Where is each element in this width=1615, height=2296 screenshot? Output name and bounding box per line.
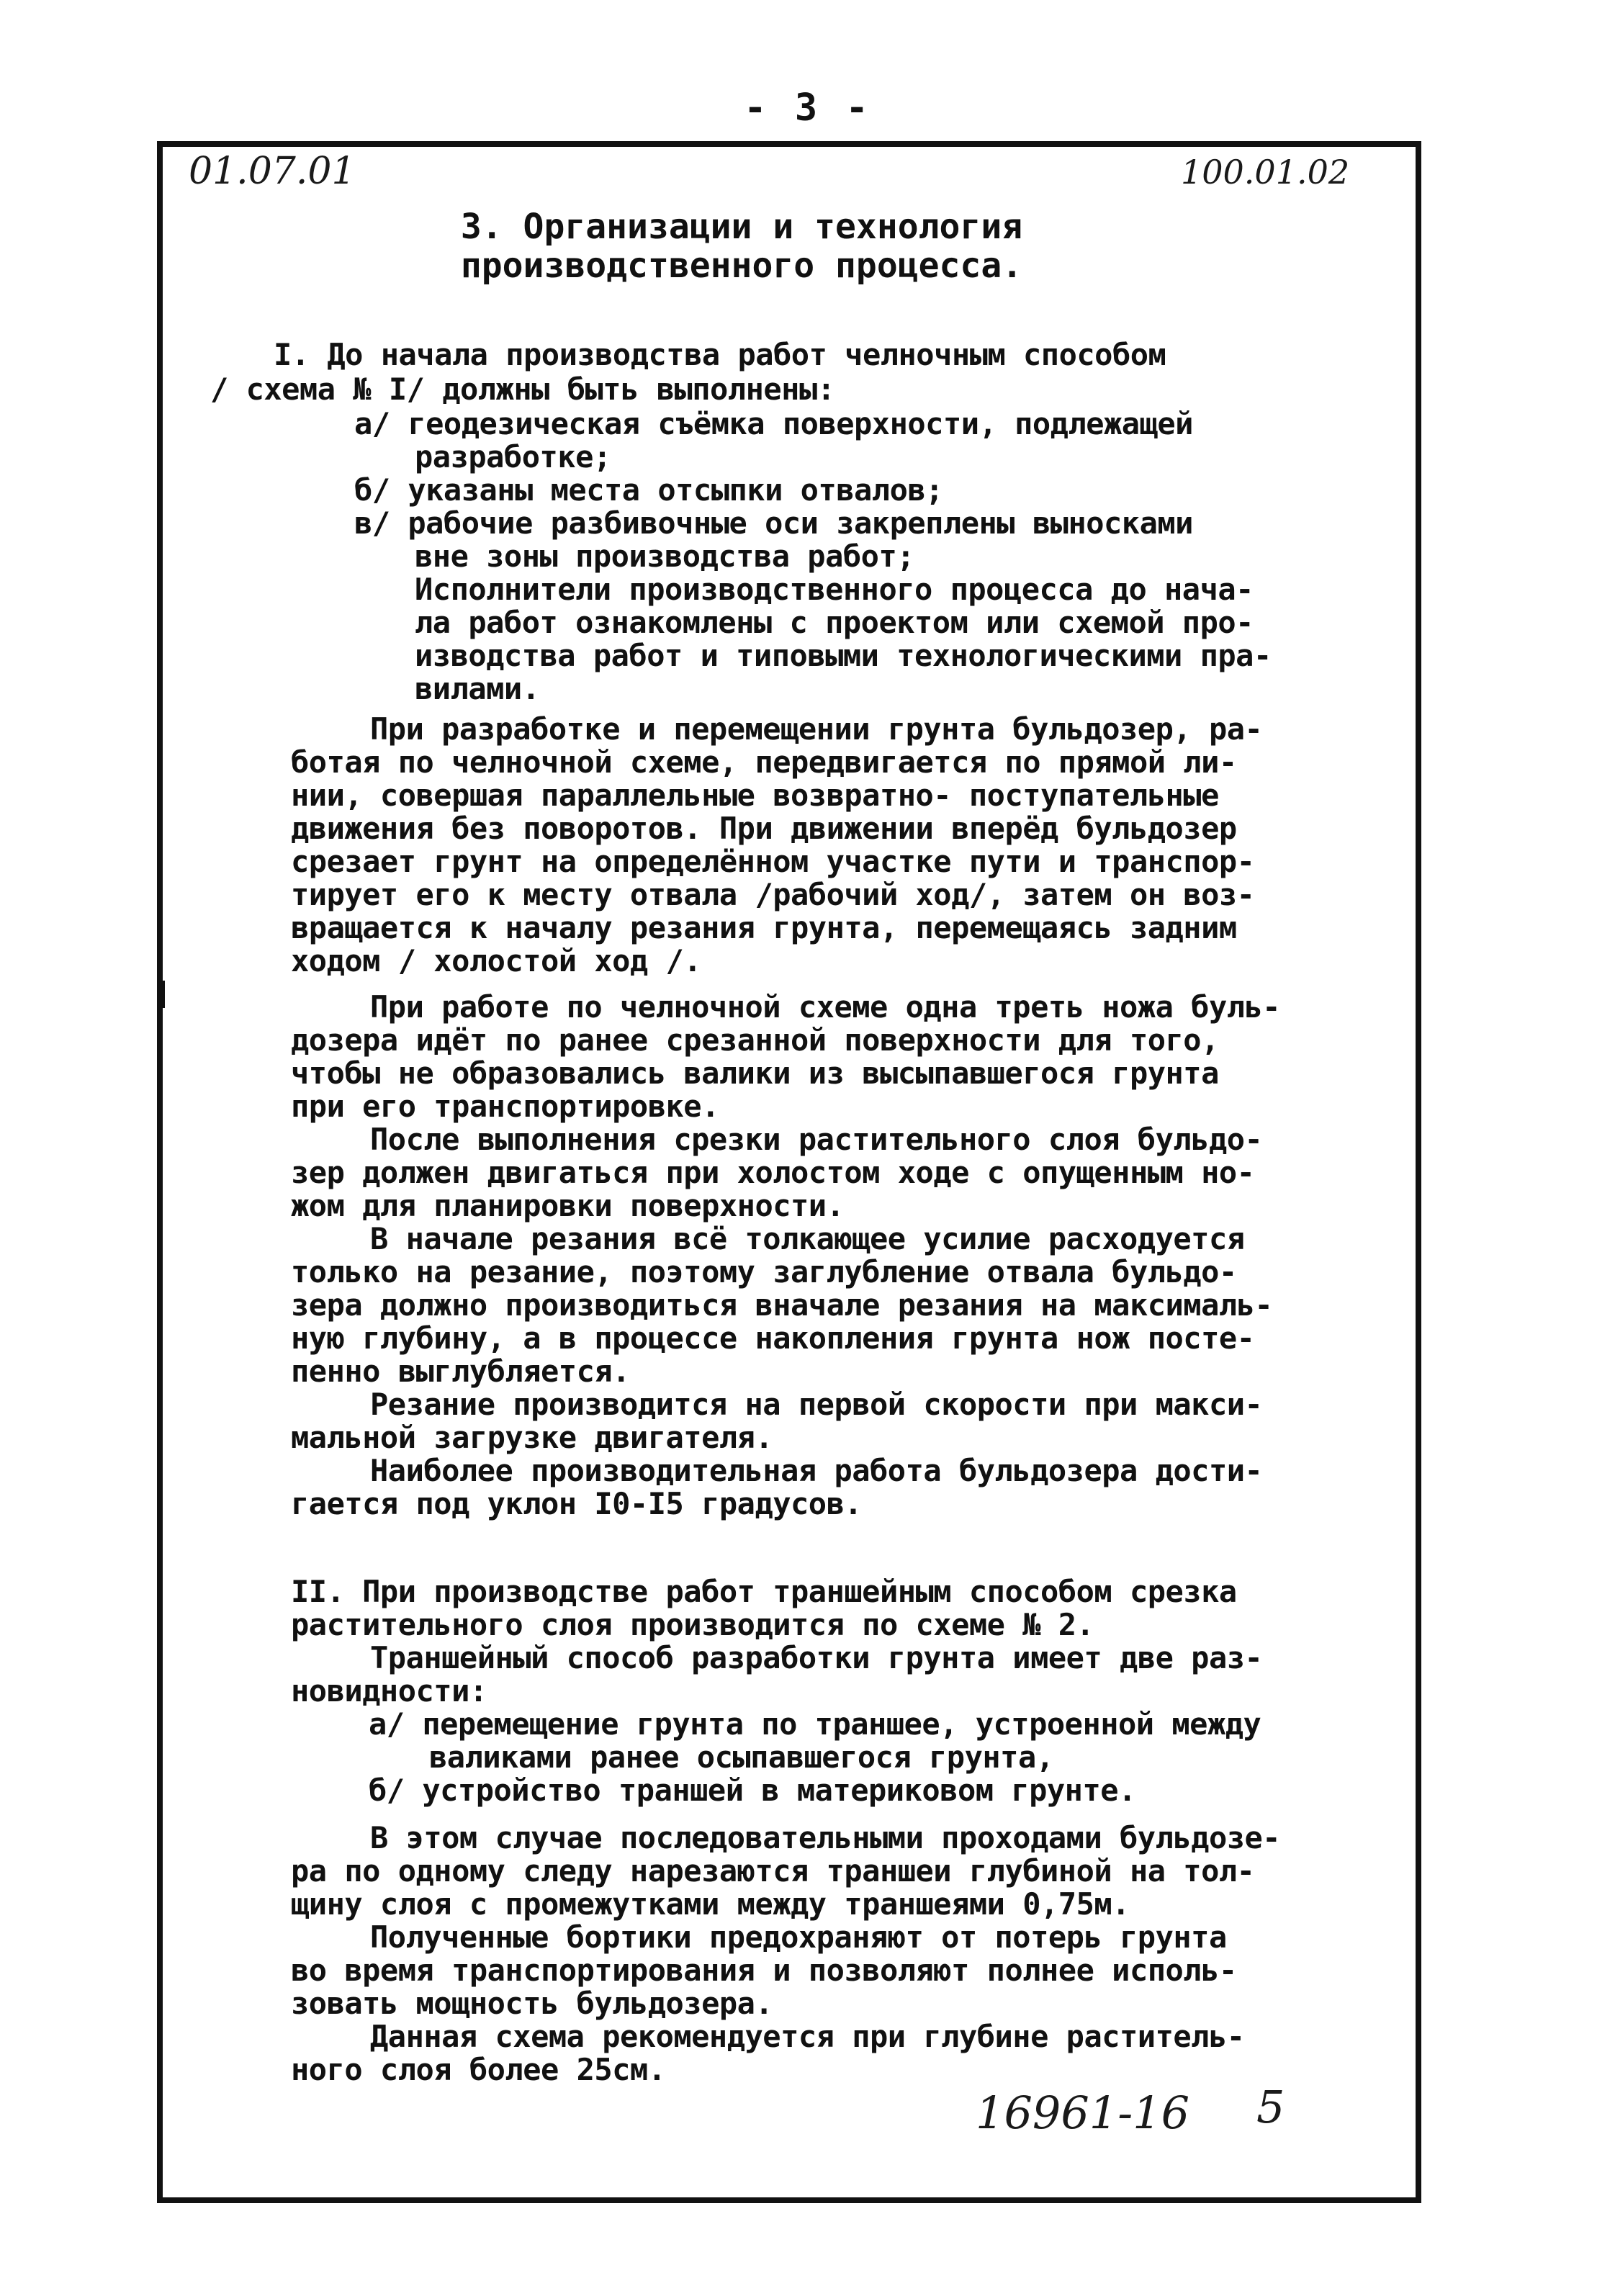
text-line: II. При производстве работ траншейным способом срезка	[291, 1574, 1237, 1609]
text-line: ла работ ознакомлены с проектом или схемой про-	[415, 605, 1254, 640]
text-line: Полученные бортики предохраняют от потерь грунта	[370, 1919, 1227, 1955]
section-title-line: производственного процесса.	[460, 246, 1023, 286]
text-line: при его транспортировке.	[291, 1089, 719, 1124]
text-line: новидности:	[291, 1673, 487, 1709]
text-line: Траншейный способ разработки грунта имеет две раз-	[370, 1640, 1263, 1675]
text-line: Наиболее производительная работа бульдозера дости-	[370, 1453, 1263, 1488]
text-line: а/ геодезическая съёмка поверхности, подлежащей	[354, 406, 1193, 441]
text-line: ходом / холостой ход /.	[291, 943, 702, 978]
text-line: ного слоя более 25см.	[291, 2052, 666, 2087]
text-line: в/ рабочие разбивочные оси закреплены выносками	[354, 505, 1193, 541]
text-line: гается под уклон I0-I5 градусов.	[291, 1486, 863, 1521]
margin-mark	[160, 981, 165, 1008]
text-line: пенно выглубляется.	[291, 1354, 630, 1389]
text-line: ботая по челночной схеме, передвигается по прямой ли-	[291, 744, 1237, 780]
text-line: мальной загрузке двигателя.	[291, 1420, 773, 1455]
text-line: ра по одному следу нарезаются траншеи глубиной на тол-	[291, 1853, 1255, 1888]
text-line: зовать мощность бульдозера.	[291, 1986, 773, 2021]
text-line: / схема № I/ должны быть выполнены:	[210, 372, 835, 407]
text-line: ную глубину, а в процессе накопления грунта нож посте-	[291, 1320, 1255, 1356]
text-line: В этом случае последовательными проходами бульдозе-	[370, 1820, 1281, 1855]
text-line: зер должен двигаться при холостом ходе с опущенным но-	[291, 1155, 1255, 1190]
top-right-code: 100.01.02	[1181, 153, 1350, 192]
text-line: только на резание, поэтому заглубление отвала бульдо-	[291, 1254, 1237, 1289]
text-line: валиками ранее осыпавшегося грунта,	[429, 1739, 1054, 1775]
sheet-code: 16961-16	[976, 2086, 1190, 2139]
text-line: тирует его к месту отвала /рабочий ход/, затем он воз-	[291, 877, 1255, 912]
text-line: вращается к началу резания грунта, перемещаясь задним	[291, 910, 1237, 945]
text-line: вилами.	[415, 671, 540, 706]
text-line: б/ устройство траншей в материковом грунте.	[369, 1773, 1136, 1808]
text-line: растительного слоя производится по схеме № 2.	[291, 1607, 1094, 1642]
text-line: жом для планировки поверхности.	[291, 1188, 845, 1223]
text-line: Данная схема рекомендуется при глубине раститель-	[370, 2019, 1245, 2054]
text-line: чтобы не образовались валики из высыпавшегося грунта	[291, 1055, 1219, 1091]
text-line: срезает грунт на определённом участке пути и транспор-	[291, 844, 1255, 879]
text-line: вне зоны производства работ;	[415, 539, 915, 574]
text-line: зера должно производиться вначале резания на максималь-	[291, 1287, 1273, 1323]
sheet-number: 5	[1256, 2081, 1285, 2133]
text-line: После выполнения срезки растительного слоя бульдо-	[370, 1122, 1263, 1157]
text-line: щину слоя с промежутками между траншеями 0,75м.	[291, 1886, 1130, 1922]
text-line: а/ перемещение грунта по траншее, устроенной между	[369, 1706, 1261, 1742]
section-title-line: 3. Организации и технология	[460, 207, 1023, 247]
text-line: При разработке и перемещении грунта бульдозер, ра-	[370, 711, 1263, 747]
text-line: Резание производится на первой скорости при макси-	[370, 1387, 1263, 1422]
text-line: В начале резания всё толкающее усилие расходуется	[370, 1221, 1245, 1256]
text-line: Исполнители производственного процесса до нача-	[415, 572, 1254, 607]
page-number: - 3 -	[744, 86, 871, 130]
top-left-code: 01.07.01	[189, 150, 356, 193]
text-line: во время транспортирования и позволяют полнее исполь-	[291, 1953, 1237, 1988]
text-line: дозера идёт по ранее срезанной поверхности для того,	[291, 1022, 1219, 1058]
text-line: I. До начала производства работ челночным способом	[274, 337, 1166, 372]
section-title	[274, 207, 1210, 285]
text-line: нии, совершая параллельные возвратно- поступательные	[291, 778, 1219, 813]
text-line: движения без поворотов. При движении вперёд бульдозер	[291, 811, 1237, 846]
text-line: б/ указаны места отсыпки отвалов;	[354, 472, 943, 508]
text-line: разработке;	[415, 439, 611, 474]
text-line: При работе по челночной схеме одна треть ножа буль-	[370, 989, 1281, 1025]
text-line: изводства работ и типовыми технологическими пра-	[415, 638, 1272, 673]
